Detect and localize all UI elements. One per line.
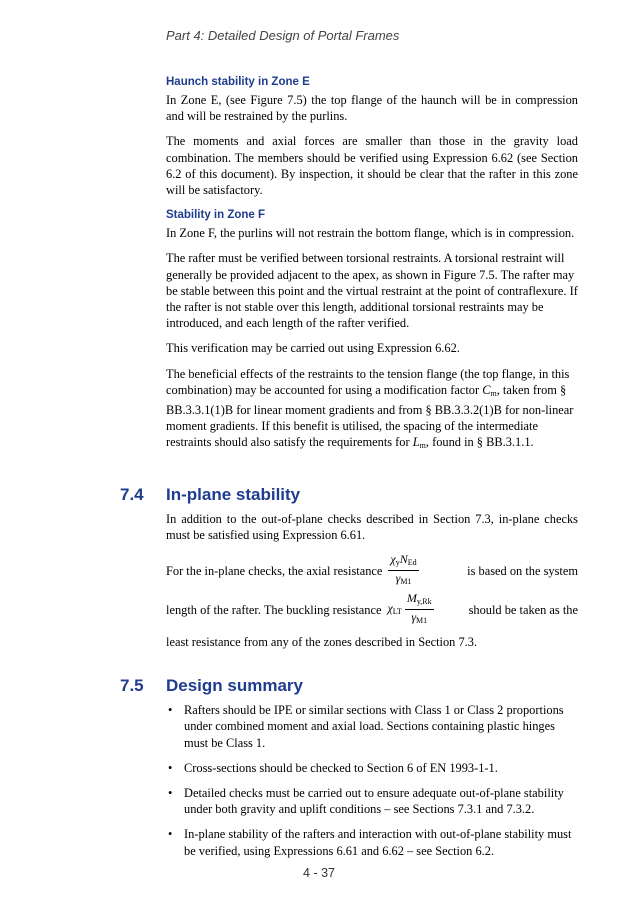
gamma-symbol-2: γ [411,610,417,625]
bullet-icon: • [168,786,173,801]
zone-e-paragraph-1: In Zone E, (see Figure 7.5) the top flange of the haunch will be in compression and will be restrained by the purlins. [166,93,578,124]
buckling-formula-denominator [411,610,427,627]
zone-f-paragraph-3: This verification may be carried out using Expression 6.62. [166,341,460,356]
axial-resistance-text-before: For the in-plane checks, the axial resistance [166,563,383,578]
zone-f-paragraph-1: In Zone F, the purlins will not restrain the bottom flange, which is in compression. [166,226,575,241]
zone-e-paragraph-2: The moments and axial forces are smaller than those in the gravity load combination. The members should be verified using Expression 6.62 (see Section 6.2 of this document). By inspection, it should be clear that the rafter in this zone will be satisfactory. [166,134,578,198]
list-item [166,826,578,858]
bullet-icon: • [168,703,173,718]
cm-symbol: C [482,382,491,397]
list-item [166,785,578,817]
page-content [120,76,578,868]
section-7-4-paragraph-3: least resistance from any of the zones described in Section 7.3. [166,635,478,650]
n-symbol: N [399,552,408,567]
gamma-symbol: γ [395,571,401,586]
section-7-4-paragraph-1: In addition to the out-of-plane checks described in Section 7.3, in-plane checks must be satisfied using Expression 6.61. [166,511,578,542]
bullet-icon: • [168,827,173,842]
page-number: 4 - 37 [303,866,335,880]
gamma-subscript-2: M1 [416,616,428,626]
list-item [166,702,578,751]
m-symbol: M [406,591,417,606]
bullet-text: Cross-sections should be checked to Section 6 of EN 1993-1-1. [184,760,498,775]
section-7-5-heading [120,676,578,696]
chi-symbol: χ [390,552,396,567]
buckling-resistance-text-before: length of the rafter. The buckling resistance [166,602,382,617]
gamma-subscript: M1 [400,577,412,587]
n-subscript: Ed [407,558,417,568]
chi-lt-symbol [388,600,402,620]
axial-resistance-formula [388,553,418,588]
zone-e-heading: Haunch stability in Zone E [166,76,310,88]
bullet-text: In-plane stability of the rafters and interaction with out-of-plane stability must be verified, using Expressions 6.61 and 6.62 – see Section 6.2. [184,827,572,858]
design-summary-list [166,702,578,859]
zone-f-p4-text-c: , found in § BB.3.1.1. [425,435,534,450]
chi-lt-letter: χ [387,600,393,615]
section-7-4-title: In-plane stability [166,484,301,504]
bullet-icon: • [168,760,173,775]
buckling-resistance-formula [405,592,434,627]
running-header: Part 4: Detailed Design of Portal Frames [166,28,400,43]
zone-f-p4-text-b: , taken from § BB.3.3.1(1)B for linear moment gradients and from § BB.3.3.2(1)B for non-linear moment gradients. If this benefit is utilised, the spacing of the intermediate restraints should also satisfy the requirements for [166,382,574,450]
axial-formula-numerator [388,553,418,571]
zone-f-heading: Stability in Zone F [166,209,266,222]
bullet-text: Rafters should be IPE or similar sections with Class 1 or Class 2 proportions under combined moment and axial load. Sections containing plastic hinges must be Class 1. [184,703,564,750]
zone-f-paragraph-4 [166,366,578,455]
lm-symbol: L [412,435,420,450]
buckling-formula-numerator [405,592,434,610]
zone-f-p4-text-a: The beneficial effects of the restraints to the tension flange (the top flange, in this combination) may be accounted for using a modification factor [166,366,570,397]
buckling-resistance-line [166,592,578,627]
cm-subscript: m [490,388,497,398]
section-7-4-number: 7.4 [120,484,144,504]
axial-resistance-line [166,553,578,588]
section-7-5-number: 7.5 [120,676,144,696]
m-subscript: y,Rk [416,597,432,607]
zone-f-paragraph-2: The rafter must be verified between torsional restraints. A torsional restraint will generally be provided adjacent to the apex, as shown in Figure 7.5. The rafter may be stable between this point and the virtual restraint at the point of contraflexure. If the rafter is not stable over this length, additional torsional restraints may be introduced, and each length of the rafter verified. [166,251,578,331]
axial-resistance-text-after: is based on the system [467,563,578,578]
chi-lt-subscript: LT [392,606,402,616]
list-item [166,760,578,776]
bullet-text: Detailed checks must be carried out to ensure adequate out-of-plane stability under both gravity and uplift conditions – see Sections 7.3.1 and 7.3.2. [184,786,564,817]
chi-subscript: y [395,558,400,568]
buckling-resistance-text-after: should be taken as the [468,602,578,617]
section-7-4-heading [120,484,578,505]
lm-subscript: m [419,441,426,451]
axial-formula-denominator [396,571,412,588]
section-7-5-title: Design summary [166,676,303,696]
